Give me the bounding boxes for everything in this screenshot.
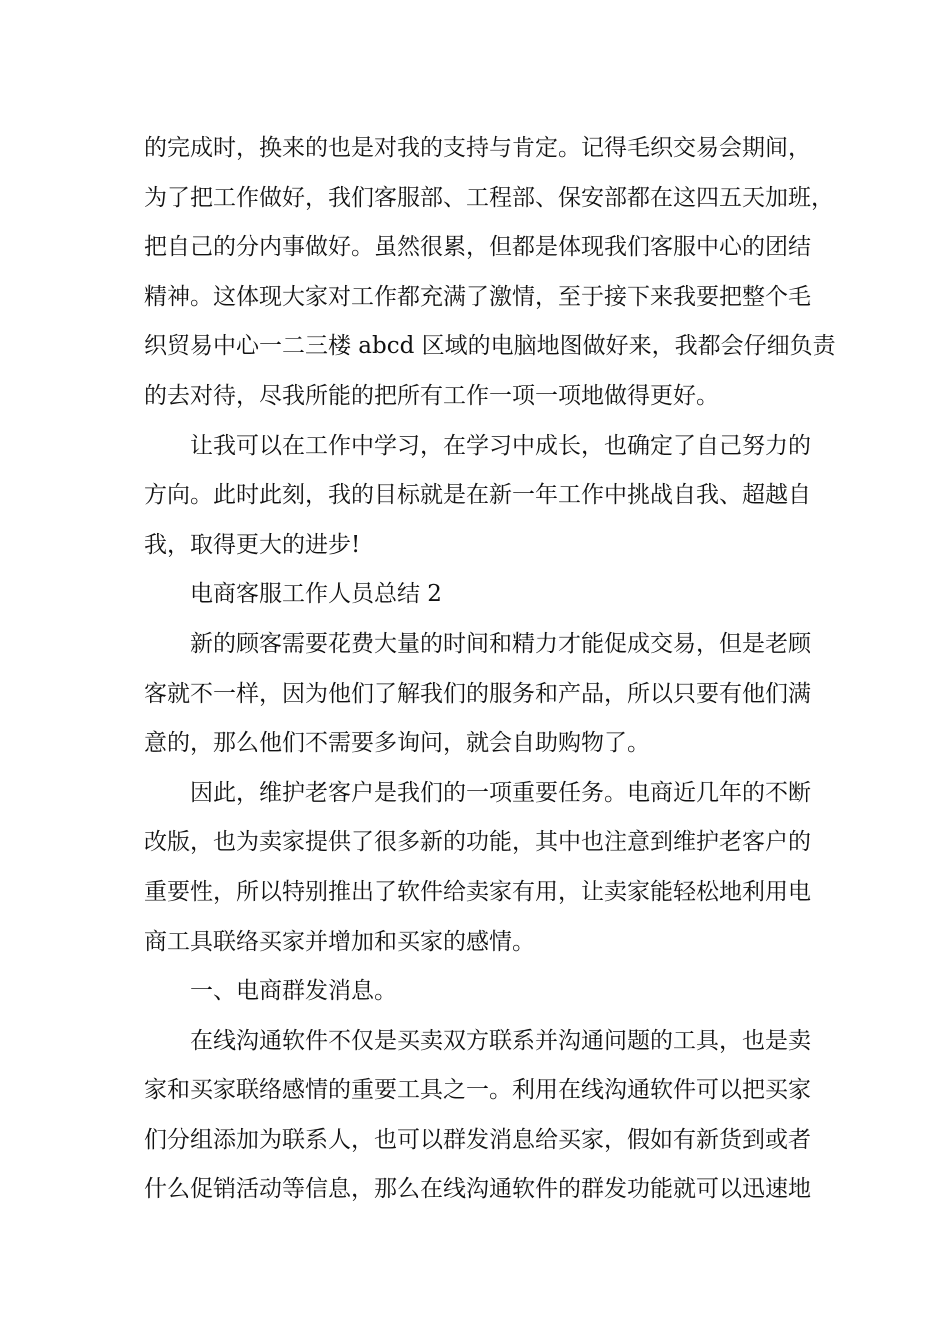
paragraph-3 [144,620,824,769]
text-line: 的完成时，换来的也是对我的支持与肯定。记得毛织交易会期间， [144,135,811,161]
heading-line: 一、电商群发消息。 [190,978,397,1005]
text-line: 方向。此时此刻，我的目标就是在新一年工作中挑战自我、超越自 [144,482,811,509]
text-line: 新的顾客需要花费大量的时间和精力才能促成交易，但是老顾 [190,630,811,657]
text-line: 什么促销活动等信息，那么在线沟通软件的群发功能就可以迅速地 [144,1176,811,1203]
paragraph-4 [144,769,824,967]
text-line: 织贸易中心一二三楼 abcd 区域的电脑地图做好来，我都会仔细负责 [144,333,836,360]
text-line: 意的，那么他们不需要多询问，就会自助购物了。 [144,730,650,757]
text-line: 家和买家联络感情的重要工具之一。利用在线沟通软件可以把买家 [144,1077,811,1104]
heading-line: 电商客服工作人员总结 2 [190,581,442,608]
text-line: 商工具联络买家并增加和买家的感情。 [144,928,535,955]
text-line: 让我可以在工作中学习，在学习中成长，也确定了自己努力的 [190,432,811,459]
text-line: 们分组添加为联系人，也可以群发消息给买家，假如有新货到或者 [144,1126,811,1153]
section-heading-2 [144,570,824,620]
text-line: 为了把工作做好，我们客服部、工程部、保安部都在这四五天加班， [144,184,834,211]
paragraph-5 [144,1017,824,1215]
subheading-1 [144,967,824,1017]
document-body [144,124,836,1215]
text-line: 改版，也为卖家提供了很多新的功能，其中也注意到维护老客户的 [144,829,811,856]
text-line: 在线沟通软件不仅是买卖双方联系并沟通问题的工具，也是卖 [190,1027,811,1054]
paragraph-1 [144,124,836,422]
text-line: 精神。这体现大家对工作都充满了激情，至于接下来我要把整个毛 [144,283,811,310]
text-line: 重要性，所以特别推出了软件给卖家有用，让卖家能轻松地利用电 [144,878,811,905]
text-line: 把自己的分内事做好。虽然很累，但都是体现我们客服中心的团结 [144,234,811,261]
text-line: 我，取得更大的进步! [144,531,361,558]
text-line: 客就不一样，因为他们了解我们的服务和产品，所以只要有他们满 [144,680,811,707]
text-line: 的去对待，尽我所能的把所有工作一项一项地做得更好。 [144,382,719,409]
paragraph-2 [144,422,824,571]
text-line: 因此，维护老客户是我们的一项重要任务。电商近几年的不断 [190,779,811,806]
